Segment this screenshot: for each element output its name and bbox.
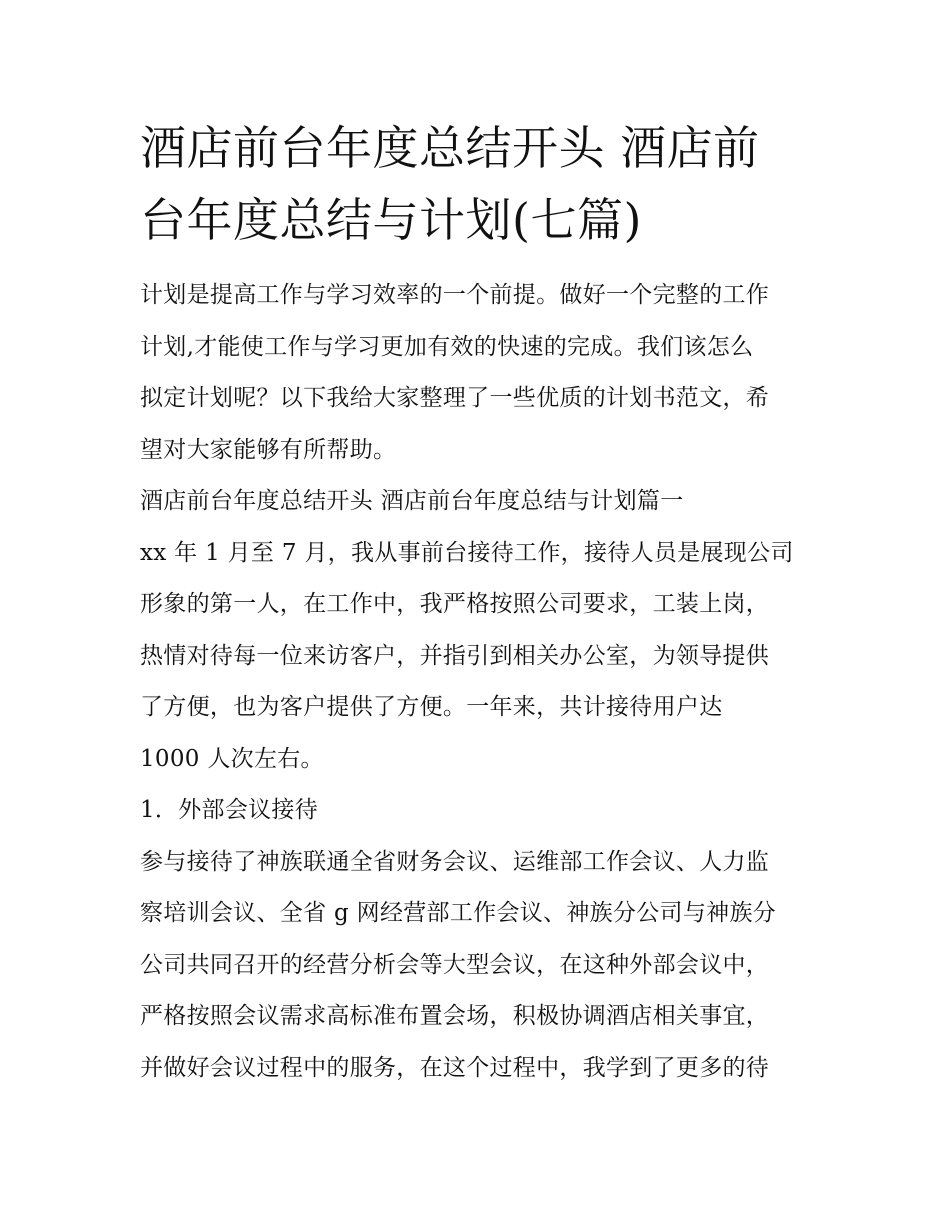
body-line: 1000 人次左右。 [140, 745, 324, 772]
body-line: 望对大家能够有所帮助。 [140, 436, 397, 463]
body-line: 热情对待每一位来访客户，并指引到相关办公室，为领导提供 [140, 642, 770, 669]
body-line: 察培训会议、全省 g 网经营部工作会议、神族分公司与神族分 [140, 900, 777, 926]
title-line-1: 酒店前台年度总结开头 酒店前 [140, 121, 760, 175]
body-line: 了方便，也为客户提供了方便。一年来，共计接待用户达 [140, 694, 723, 720]
body-line: 计划,才能使工作与学习更加有效的快速的完成。我们该怎么 [140, 333, 754, 360]
body-line: 公司共同召开的经营分析会等大型会议，在这种外部会议中， [140, 951, 770, 978]
body-line: 严格按照会议需求高标准布置会场，积极协调酒店相关事宜， [140, 1003, 770, 1029]
body-line: 计划是提高工作与学习效率的一个前提。做好一个完整的工作 [140, 282, 770, 308]
document-body [140, 270, 820, 1094]
body-line: 拟定计划呢？以下我给大家整理了一些优质的计划书范文，希 [140, 385, 770, 411]
body-line: 并做好会议过程中的服务，在这个过程中，我学到了更多的待 [140, 1054, 770, 1081]
document-title [140, 112, 820, 256]
body-line: xx 年 1 月至 7 月，我从事前台接待工作，接待人员是展现公司 [140, 539, 794, 566]
title-line-2: 台年度总结与计划(七篇) [140, 193, 642, 247]
document-page [140, 112, 820, 1094]
list-item-heading: 1．外部会议接待 [140, 797, 319, 823]
section-heading: 酒店前台年度总结开头 酒店前台年度总结与计划篇一 [140, 488, 684, 514]
body-line: 参与接待了神族联通全省财务会议、运维部工作会议、人力监 [140, 848, 770, 875]
body-line: 形象的第一人，在工作中，我严格按照公司要求，工装上岗， [140, 591, 770, 617]
